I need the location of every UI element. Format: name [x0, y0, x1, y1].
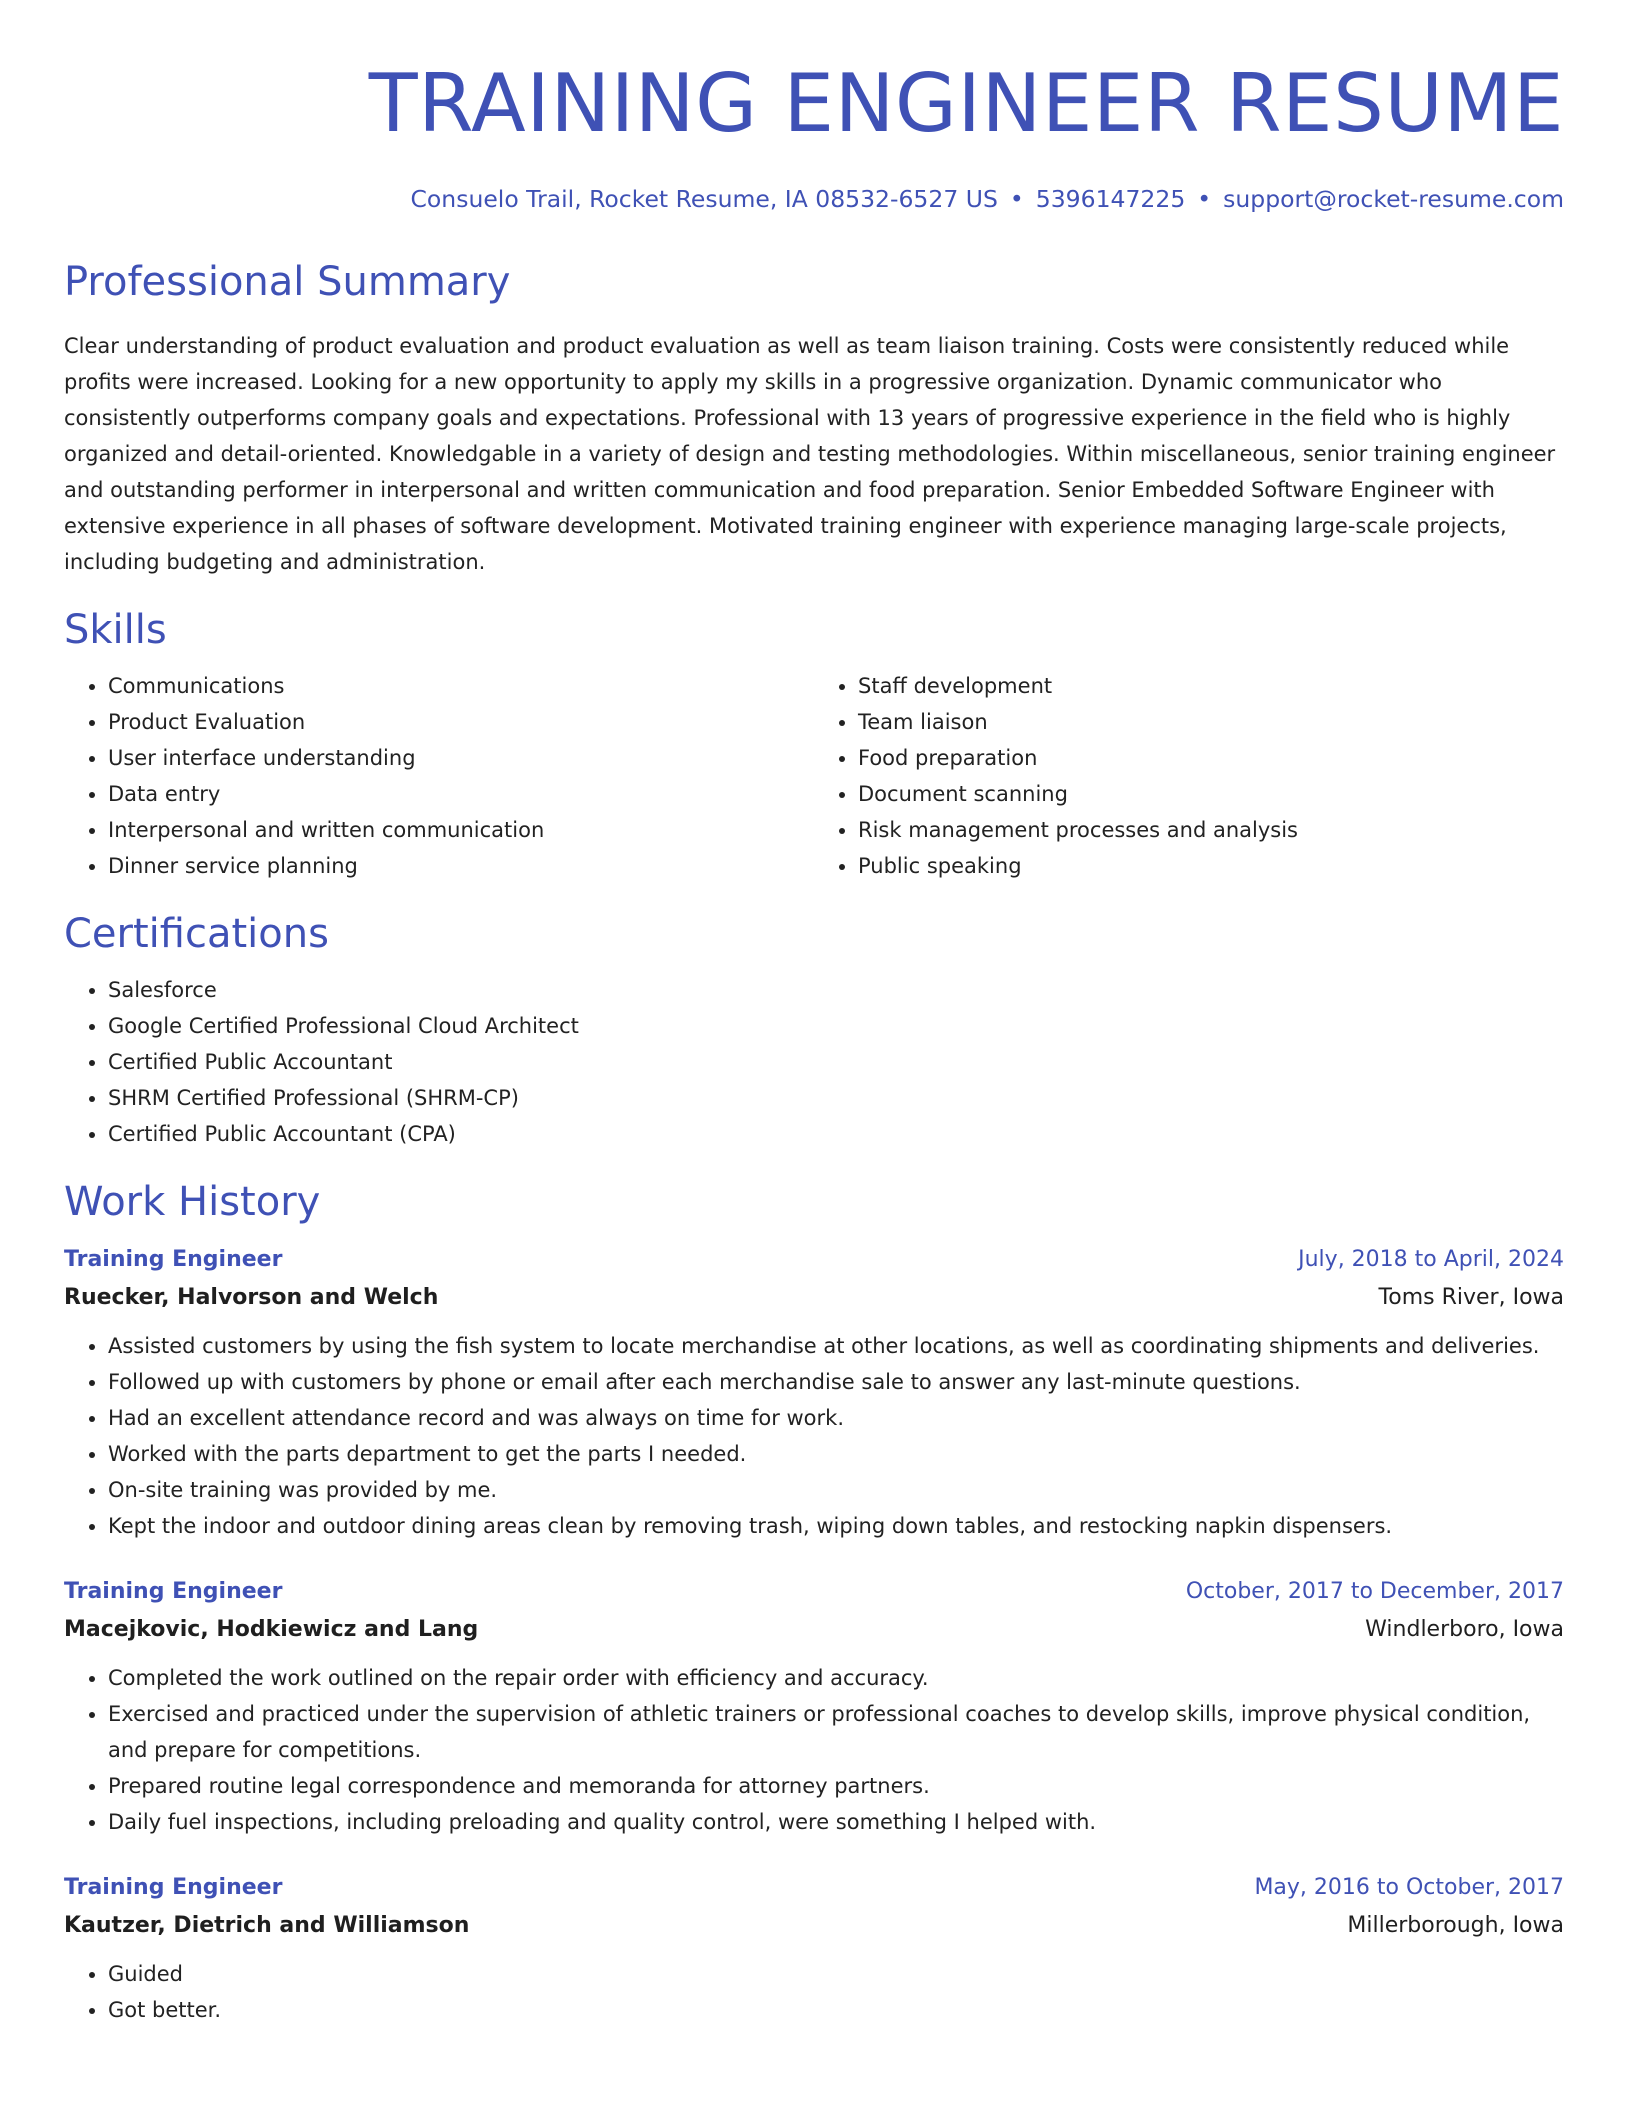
- job-header-row: [64, 1574, 1564, 1610]
- phone: 5396147225: [1035, 185, 1186, 213]
- job-bullet: • Kept the indoor and outdoor dining areas clean by removing trash, wiping down tables, and restocking napkin dispensers.: [108, 1508, 1564, 1544]
- skill-item: • Product Evaluation: [108, 704, 814, 740]
- job-company-row: [64, 1610, 1564, 1650]
- job-title: Training Engineer: [64, 1579, 283, 1604]
- job-bullet: • Worked with the parts department to get the parts I needed.: [108, 1436, 1564, 1472]
- job-bullet: • Prepared routine legal correspondence and memoranda for attorney partners.: [108, 1768, 1564, 1804]
- certification-item: • Google Certified Professional Cloud Architect: [108, 1008, 1564, 1044]
- job-bullets: [64, 1660, 1564, 1840]
- skill-item: • Public speaking: [858, 848, 1564, 884]
- skill-item: • Risk management processes and analysis: [858, 812, 1564, 848]
- certifications-list: [64, 972, 1564, 1152]
- skills-column-right: [814, 668, 1564, 884]
- job-dates: May, 2016 to October, 2017: [1254, 1875, 1564, 1900]
- job-header-row: [64, 1242, 1564, 1278]
- job-entry: [64, 1870, 1564, 2028]
- skills-list: [64, 668, 1564, 884]
- certification-item: • Salesforce: [108, 972, 1564, 1008]
- skill-item: • Communications: [108, 668, 814, 704]
- job-bullet: • Assisted customers by using the fish system to locate merchandise at other locations, as well as coordinating shipments and deliveries.: [108, 1328, 1564, 1364]
- job-bullet: • Followed up with customers by phone or email after each merchandise sale to answer any last-minute questions.: [108, 1364, 1564, 1400]
- job-bullet: • Guided: [108, 1956, 1564, 1992]
- email: support@rocket-resume.com: [1223, 185, 1564, 213]
- job-bullet: • Exercised and practiced under the supervision of athletic trainers or professional coaches to develop skills, improve physical condition, and prepare for competitions.: [108, 1696, 1564, 1768]
- separator-dot: •: [1009, 185, 1024, 213]
- job-company: Ruecker, Halvorson and Welch: [64, 1285, 439, 1310]
- skills-column-left: [64, 668, 814, 884]
- section-title-work-history: Work History: [64, 1179, 321, 1225]
- skill-item: • Dinner service planning: [108, 848, 814, 884]
- skill-item: • Interpersonal and written communication: [108, 812, 814, 848]
- job-location: Toms River, Iowa: [1378, 1285, 1564, 1310]
- certification-item: • Certified Public Accountant: [108, 1044, 1564, 1080]
- skill-item: • Food preparation: [858, 740, 1564, 776]
- job-location: Windlerboro, Iowa: [1365, 1617, 1564, 1642]
- job-entry: [64, 1242, 1564, 1544]
- job-bullet: • Completed the work outlined on the repair order with efficiency and accuracy.: [108, 1660, 1564, 1696]
- job-header-row: [64, 1870, 1564, 1906]
- job-entry: [64, 1574, 1564, 1840]
- skill-item: • Data entry: [108, 776, 814, 812]
- job-bullet: • Had an excellent attendance record and was always on time for work.: [108, 1400, 1564, 1436]
- summary-text: Clear understanding of product evaluation and product evaluation as well as team liaison training. Costs were consistently reduced while profits were increased. Looking for a new opportunity to apply my skills in a progressive organization. Dynamic communicator who consistently outperforms company goals and expectations. Professional with 13 years of progressive experience in the field who is highly organized and detail-oriented. Knowledgable in a variety of design and testing methodologies. Within miscellaneous, senior training engineer and outstanding performer in interpersonal and written communication and food preparation. Senior Embedded Software Engineer with extensive experience in all phases of software development. Motivated training engineer with experience managing large-scale projects, including budgeting and administration.: [64, 334, 1556, 574]
- section-title-skills: Skills: [64, 607, 167, 653]
- job-bullet: • On-site training was provided by me.: [108, 1472, 1564, 1508]
- section-title-summary: Professional Summary: [64, 259, 511, 305]
- resume-title: TRAINING ENGINEER RESUME: [368, 57, 1564, 150]
- contact-line: [64, 184, 1564, 214]
- resume-header: [64, 0, 1564, 214]
- skill-item: • Team liaison: [858, 704, 1564, 740]
- job-location: Millerborough, Iowa: [1347, 1913, 1564, 1938]
- job-bullet: • Got better.: [108, 1992, 1564, 2028]
- address: Consuelo Trail, Rocket Resume, IA 08532-6527 US: [410, 185, 998, 213]
- section-title-certifications: Certifications: [64, 911, 329, 957]
- job-bullets: [64, 1956, 1564, 2028]
- job-company-row: [64, 1278, 1564, 1318]
- skill-item: • User interface understanding: [108, 740, 814, 776]
- certification-item: • SHRM Certified Professional (SHRM-CP): [108, 1080, 1564, 1116]
- certification-item: • Certified Public Accountant (CPA): [108, 1116, 1564, 1152]
- job-company: Kautzer, Dietrich and Williamson: [64, 1913, 470, 1938]
- skill-item: • Document scanning: [858, 776, 1564, 812]
- job-dates: October, 2017 to December, 2017: [1185, 1579, 1564, 1604]
- job-bullet: • Daily fuel inspections, including preloading and quality control, were something I helped with.: [108, 1804, 1564, 1840]
- job-title: Training Engineer: [64, 1875, 283, 1900]
- job-company-row: [64, 1906, 1564, 1946]
- job-title: Training Engineer: [64, 1247, 283, 1272]
- job-bullets: [64, 1328, 1564, 1544]
- skill-item: • Staff development: [858, 668, 1564, 704]
- job-company: Macejkovic, Hodkiewicz and Lang: [64, 1617, 479, 1642]
- job-dates: July, 2018 to April, 2024: [1298, 1247, 1564, 1272]
- separator-dot: •: [1197, 185, 1212, 213]
